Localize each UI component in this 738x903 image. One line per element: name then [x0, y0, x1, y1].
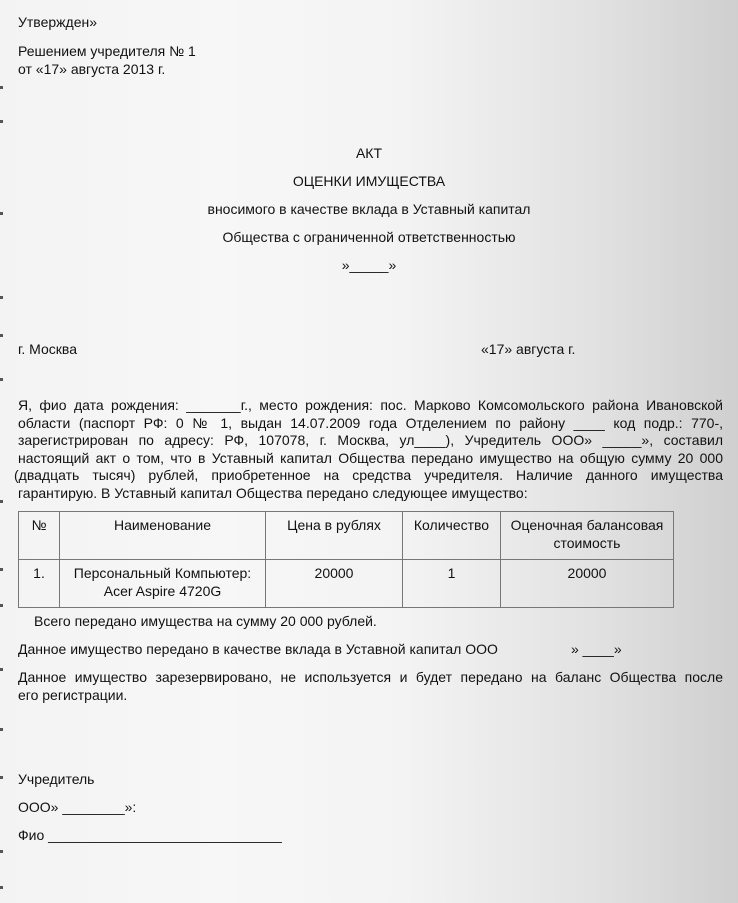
title-company-name: »_____»	[341, 257, 397, 273]
intro-line-4: настоящий акт о том, что в Уставный капитал Общества передано имущество на общую сумму 20 000	[18, 449, 723, 466]
intro-line-3: зарегистрирован по адресу: РФ, 107078, г. Москва, ул____), Учредитель ООО» _____», составил	[18, 432, 723, 449]
intro-line-5: (двадцать тысяч) рублей, приобретенное на средства учредителя. Наличие данного имущества	[14, 467, 723, 484]
total-line: Всего передано имущества на сумму 20 000 рублей.	[34, 613, 377, 629]
table-row	[19, 560, 674, 608]
signature-name: Фио ______________________________	[18, 827, 282, 843]
approval-line-2: Решением учредителя № 1	[18, 43, 196, 59]
intro-line-6: гарантирую. В Уставный капитал Общества передано следующее имущество:	[18, 484, 528, 501]
title-act: АКТ	[355, 145, 383, 161]
header-value-line-1: Оценочная балансовая	[510, 517, 664, 533]
cell-name	[60, 560, 266, 608]
title-valuation: ОЦЕНКИ ИМУЩЕСТВА	[292, 173, 446, 189]
approval-line-1: Утвержден»	[18, 14, 97, 30]
title-contribution: вносимого в качестве вклада в Уставный капитал	[207, 201, 531, 217]
header-value	[501, 512, 674, 560]
cell-price: 20000	[266, 560, 403, 608]
reserved-line-2: его регистрации.	[18, 686, 128, 703]
city: г. Москва	[18, 341, 77, 357]
cell-quantity: 1	[403, 560, 501, 608]
header-name: Наименование	[60, 512, 266, 560]
reserved-paragraph	[18, 669, 723, 704]
cell-number: 1.	[19, 560, 60, 608]
intro-line-1: Я, фио дата рождения: _______г., место рождения: пос. Марково Комсомольского района Ивановской	[18, 397, 723, 413]
signature-org: ООО» ________»:	[18, 799, 137, 815]
reserved-line-1: Данное имущество зарезервировано, не используется и будет передано на баланс Общества после	[18, 669, 723, 685]
header-price: Цена в рублях	[266, 512, 403, 560]
header-value-line-2: стоимость	[553, 535, 621, 551]
header-quantity: Количество	[403, 512, 501, 560]
document-date: «17» августа г.	[481, 341, 576, 357]
property-table	[18, 511, 674, 608]
signature-role: Учредитель	[18, 771, 95, 787]
left-margin-marks	[0, 0, 4, 903]
title-company-type: Общества с ограниченной ответственностью	[222, 229, 516, 245]
transfer-company-name: » ____»	[571, 641, 622, 657]
table-header-row	[19, 512, 674, 560]
intro-paragraph	[14, 397, 723, 503]
cell-name-line-1: Персональный Компьютер:	[73, 565, 252, 581]
transfer-text: Данное имущество передано в качестве вклада в Уставной капитал ООО	[18, 641, 498, 657]
approval-line-3: от «17» августа 2013 г.	[18, 61, 166, 77]
intro-line-2: области (паспорт РФ: 0 № 1, выдан 14.07.2009 года Отделением по району ____ код подр.: 770-,	[18, 414, 723, 431]
cell-name-line-2: Acer Aspire 4720G	[103, 583, 222, 599]
cell-value: 20000	[501, 560, 674, 608]
header-number: №	[19, 512, 60, 560]
